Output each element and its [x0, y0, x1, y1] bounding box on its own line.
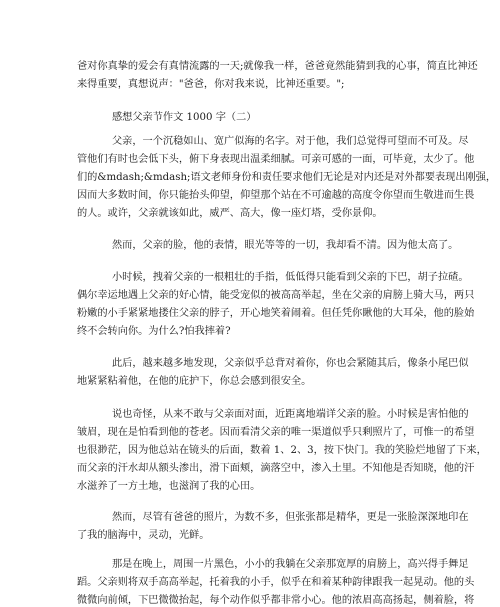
paragraph-line: 蹈。父亲则将双手高高举起，托着我的小手，似乎在和着某种韵律跟我一起晃动。他的头	[77, 577, 475, 588]
paragraph-line: 微微向前倾，下巴微微抬起，每个动作似乎都非常小心。他的浓眉高高扬起，侧着脸，将	[77, 595, 475, 606]
paragraph-line: 水滋养了一方土地，也滋润了我的心田。	[77, 481, 261, 492]
paragraph-line: 说也奇怪，从来不敢与父亲面对面，近距离地端详父亲的脸。小时候是害怕他的	[112, 409, 469, 420]
paragraph-line: 管他们有时也会低下头，俯下身表现出温柔细腻。可亲可感的一面，可毕竟，太少了。他	[77, 154, 475, 165]
paragraph-line: 粉嫩的小手紧紧地搂住父亲的脖子，开心地笑着闹着。但任凭你瞅他的大耳朵，他的脸始	[77, 308, 475, 319]
paragraph-line: 那是在晚上，周围一片黑色，小小的我躺在父亲那宽厚的肩膀上，高兴得手舞足	[112, 559, 469, 570]
paragraph-line: 了我的脑海中，灵动，光鲜。	[77, 530, 210, 541]
paragraph-line: 地紧紧粘着他，在他的庇护下，你总会感到很安全。	[77, 376, 312, 387]
paragraph-line: 也很渺茫，因为他总站在镜头的后面，数着 1、2、3，按下快门。我的笑脸烂地留了下来，	[77, 445, 487, 456]
paragraph-line: 皱眉，现在是怕看到他的苍老。因而看清父亲的唯一渠道似乎只剩照片了，可惟一的希望	[77, 427, 475, 438]
paragraph-line: 们的&mdash;&mdash;语文老师身份和责任要求他们无论是对内还是对外都要表现出刚强，	[77, 172, 497, 183]
paragraph-line: 因而大多数时间，你只能抬头仰望，仰望那个站在不可逾越的高度令你望而生敬进而生畏	[77, 190, 475, 201]
paragraph-line: 来得重要，真想说声："爸爸，你对我来说，比神还重要。";	[77, 79, 345, 90]
paragraph-line: 爸对你真挚的爱会有真情流露的一天;就像我一样，爸爸竟然能猜到我的心事，简直比神还	[77, 61, 478, 72]
paragraph-line: 偶尔幸运地遇上父亲的好心情，能受宠似的被高高举起，坐在父亲的肩膀上骑大马，两只	[77, 290, 475, 301]
paragraph-line: 小时候，拽着父亲的一根粗壮的手指，低低得只能看到父亲的下巴，胡子拉碴。	[112, 272, 469, 283]
paragraph-line: 父亲，一个沉稳如山、宽广似海的名字。对于他，我们总觉得可望而不可及。尽	[112, 136, 469, 147]
paragraph-line: 然而，尽管有爸爸的照片，为数不多，但张张都是精华，更是一张脸深深地印在	[112, 512, 469, 523]
paragraph-line: 然而，父亲的脸，他的表情，眼光等等的一切，我却看不清。因为他太高了。	[112, 240, 459, 251]
section-heading: 感想父亲节作文 1000 字（二）	[112, 112, 257, 123]
paragraph-line: 而父亲的汗水却从额头渗出，滑下面颊，滴落空中，渗入土里。不知他是否知晓，他的汗	[77, 463, 475, 474]
paragraph-line: 此后，越来越多地发现，父亲似乎总背对着你，你也会紧随其后，像条小尾巴似	[112, 358, 469, 369]
paragraph-line: 的人。或许，父亲就该如此，威严、高大，像一座灯塔，受你景仰。	[77, 208, 383, 219]
paragraph-line: 终不会转向你。为什么?怕我摔着?	[77, 326, 231, 337]
